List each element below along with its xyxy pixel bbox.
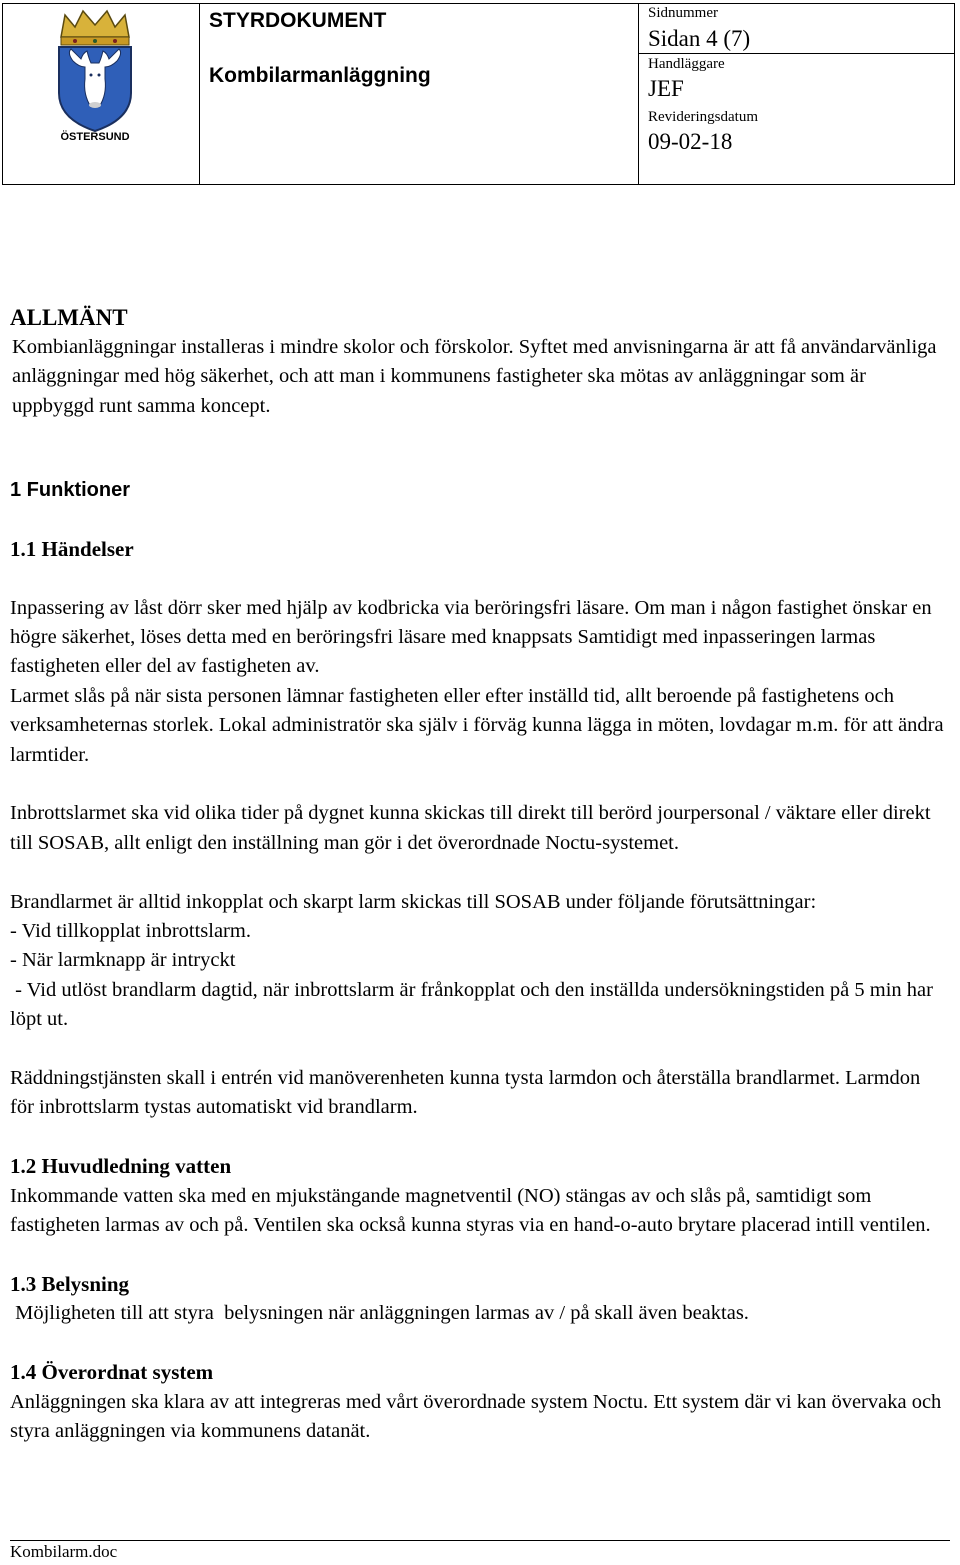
- huvudledning-paragraph: Inkommande vatten ska med en mjukstängande magnetventil (NO) stängas av och slås på, samtidigt som fastigheten larmas av och på. Ventilen ska också kunna styras via en hand-o-auto brytare placerad intill ventilen.: [10, 1184, 931, 1237]
- section-heading-huvudledning-vatten: 1.2 Huvudledning vatten: [10, 1154, 232, 1179]
- list-item: - När larmknapp är intryckt: [10, 949, 236, 972]
- list-item: - Vid tillkopplat inbrottslarm.: [10, 920, 251, 943]
- overordnat-paragraph: Anläggningen ska klara av att integreras med vårt överordnade system Noctu. Ett system där vi kan övervaka och styra anläggningen via kommunens datanät.: [10, 1390, 942, 1442]
- handelser-paragraph-2: Larmet slås på när sista personen lämnar fastigheten eller efter inställd tid, allt beroende på fastighetens och verksamheternas storlek. Lokal administratör ska själv i förväg kunna lägga in möten, lovdagar m.m. för att ändra larmtider.: [10, 684, 944, 766]
- page-number-value: Sidan 4 (7): [648, 26, 751, 51]
- document-body: [10, 303, 945, 1446]
- section-heading-belysning: 1.3 Belysning: [10, 1271, 130, 1296]
- footer-filename: Kombilarm.doc: [10, 1542, 118, 1561]
- section-heading-overordnat-system: 1.4 Överordnat system: [10, 1360, 214, 1385]
- handler-value: JEF: [648, 76, 684, 101]
- section-heading-allmant: ALLMÄNT: [10, 305, 128, 330]
- page-number-label: Sidnummer: [648, 5, 718, 21]
- footer-divider: [10, 1540, 950, 1541]
- handelser-paragraph-3: Inbrottslarmet ska vid olika tider på dygnet kunna skickas till direkt till berörd jourpersonal / väktare eller direkt till SOSAB, allt enligt den inställning man gör i det överordnade Noctu-systemet.: [10, 802, 931, 854]
- revision-date-label: Revideringsdatum: [648, 109, 758, 125]
- ostersund-coat-of-arms-logo: [53, 9, 137, 143]
- handler-label: Handläggare: [648, 56, 725, 72]
- document-title: Kombilarmanläggning: [209, 64, 431, 87]
- handelser-paragraph-4: Brandlarmet är alltid inkopplat och skarpt larm skickas till SOSAB under följande förutsättningar:: [10, 890, 817, 913]
- logo-text: ÖSTERSUND: [60, 131, 130, 143]
- document-header: [2, 3, 955, 185]
- section-heading-handelser: 1.1 Händelser: [10, 537, 134, 562]
- belysning-paragraph: Möjligheten till att styra belysningen när anläggningen larmas av / på skall även beaktas.: [10, 1302, 749, 1325]
- allmant-paragraph: Kombianläggningar installeras i mindre skolor och förskolor. Syftet med anvisningarna är att få användarvänliga anläggningar med hög säkerhet, och att man i kommunens fastigheter ska mötas av anläggningar som är uppbyggd runt samma koncept.: [12, 336, 937, 417]
- list-item: - Vid utlöst brandlarm dagtid, när inbrottslarm är frånkopplat och den inställda undersökningstiden på 5 min har löpt ut.: [10, 978, 939, 1031]
- document-type: STYRDOKUMENT: [209, 9, 387, 32]
- handelser-paragraph-1: Inpassering av låst dörr sker med hjälp av kodbricka via beröringsfri läsare. Om man i någon fastighet önskar en högre säkerhet, löses detta med en beröringsfri läsare med knappsats Samtidigt med inpasseringen larmas fastigheten eller del av fastigheten av.: [10, 596, 932, 678]
- revision-date-value: 09-02-18: [648, 129, 733, 154]
- handelser-paragraph-5: Räddningstjänsten skall i entrén vid manöverenheten kunna tysta larmdon och återställa brandlarmet. Larmdon för inbrottslarm tystas automatiskt vid brandlarm.: [10, 1067, 921, 1119]
- section-heading-funktioner: 1 Funktioner: [10, 479, 131, 502]
